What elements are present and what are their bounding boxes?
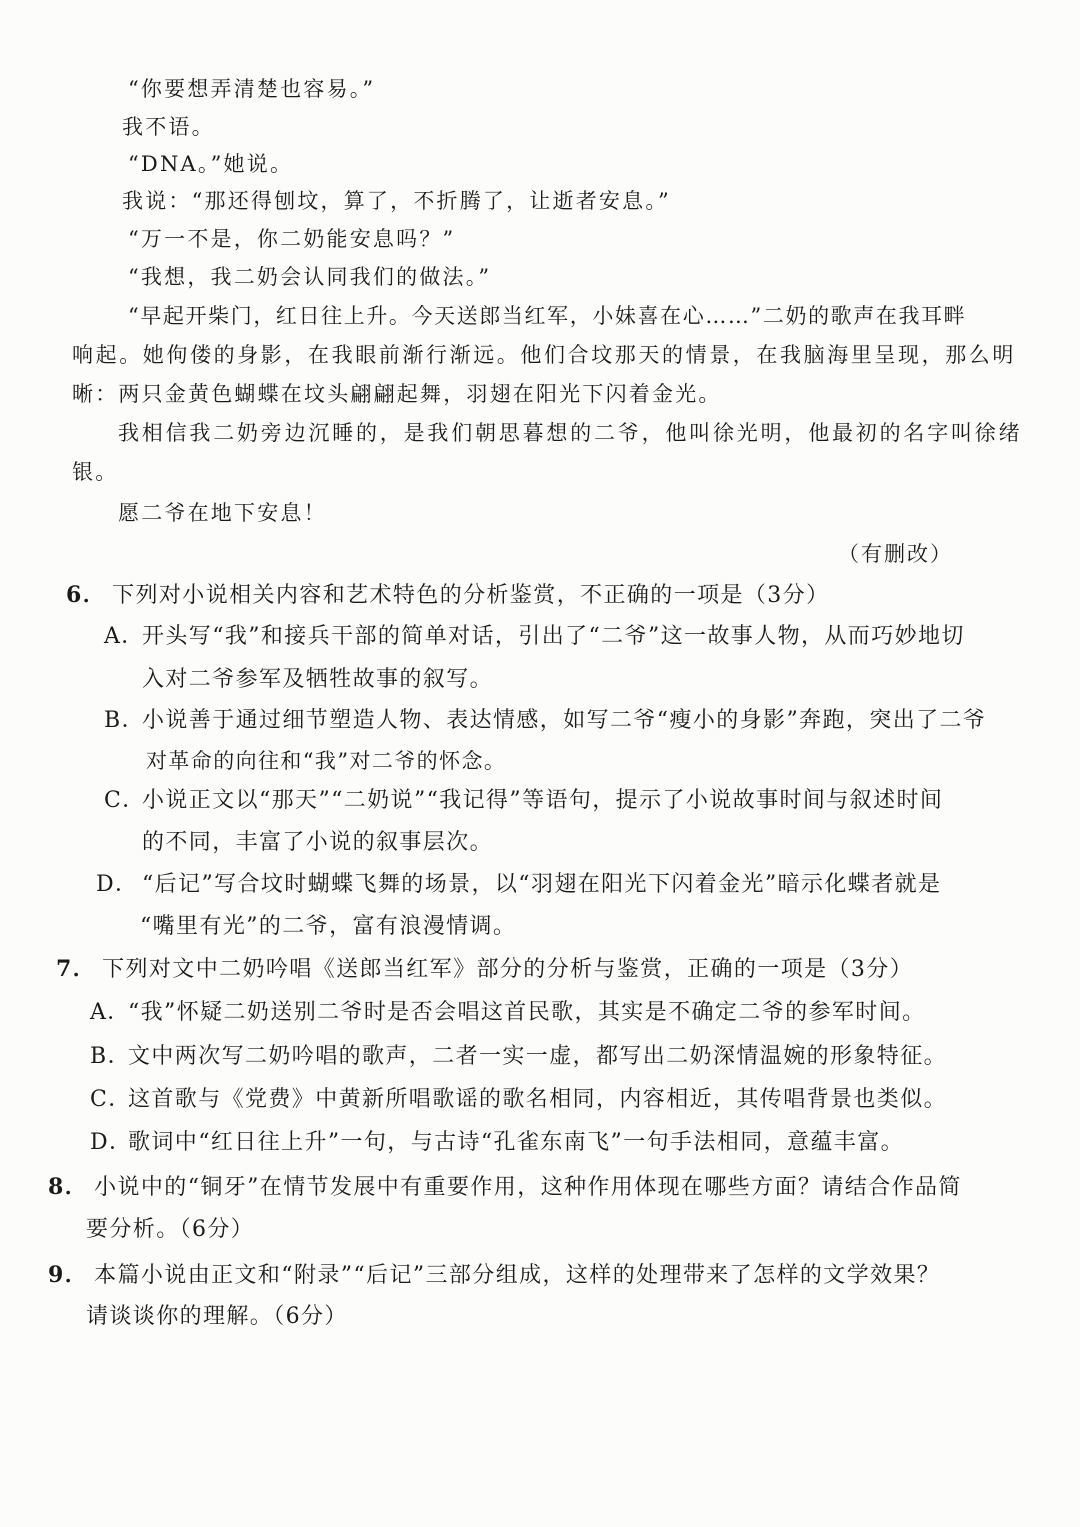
option-continuation: 入对二爷参军及牺牲故事的叙写。	[142, 667, 494, 692]
question-6-stem: 6． 下列对小说相关内容和艺术特色的分析鉴赏，不正确的一项是（3分）	[66, 582, 830, 608]
question-number: 9．	[48, 1262, 89, 1288]
question-9-stem-continuation: 请谈谈你的理解。（6分）	[86, 1304, 348, 1329]
passage-line: “你要想弄清楚也容易。”	[128, 77, 376, 101]
question-8-stem-continuation: 要分析。（6分）	[86, 1217, 255, 1242]
question-6-option-b: B．小说善于通过细节塑造人物、表达情感，如写二爷“瘦小的身影”奔跑，突出了二爷	[104, 708, 987, 733]
question-7-option-a: A．“我”怀疑二奶送别二爷时是否会唱这首民歌，其实是不确定二爷的参军时间。	[90, 1000, 926, 1025]
question-7-option-b: B．文中两次写二奶吟唱的歌声，二者一实一虚，都写出二奶深情温婉的形象特征。	[90, 1044, 948, 1069]
passage-line: 银。	[72, 460, 119, 484]
question-number: 8．	[48, 1174, 89, 1200]
passage-line: “早起开柴门，红日往上升。今天送郎当红军，小妹喜在心……”二奶的歌声在我耳畔	[128, 304, 967, 328]
question-6-option-c: C．小说正文以“那天”“二奶说”“我记得”等语句，提示了小说故事时间与叙述时间	[104, 788, 944, 813]
option-continuation: 的不同，丰富了小说的叙事层次。	[142, 830, 494, 855]
passage-line: “DNA。”她说。	[128, 152, 294, 176]
passage-line: 响起。她佝偻的身影，在我眼前渐行渐远。他们合坟那天的情景，在我脑海里呈现，那么明	[72, 343, 1016, 367]
passage-line: 愿二爷在地下安息！	[118, 501, 327, 525]
question-8-stem: 8． 小说中的“铜牙”在情节发展中有重要作用，这种作用体现在哪些方面？请结合作品简	[48, 1174, 962, 1200]
option-continuation: 对革命的向往和“我”对二爷的怀念。	[146, 749, 507, 773]
question-7-option-c: C．这首歌与《党费》中黄新所唱歌谣的歌名相同，内容相近，其传唱背景也类似。	[90, 1087, 948, 1112]
question-number: 6．	[66, 582, 107, 608]
passage-line: “我想，我二奶会认同我们的做法。”	[128, 265, 492, 289]
passage-line: “万一不是，你二奶能安息吗？”	[128, 227, 456, 251]
question-6-option-d: D． “后记”写合坟时蝴蝶飞舞的场景，以“羽翅在阳光下闪着金光”暗示化蝶者就是	[96, 872, 942, 897]
source-note: （有删改）	[838, 542, 953, 566]
question-7-stem: 7． 下列对文中二奶吟唱《送郎当红军》部分的分析与鉴赏，正确的一项是（3分）	[56, 956, 914, 982]
option-continuation: “嘴里有光”的二爷，富有浪漫情调。	[140, 914, 517, 939]
question-9-stem: 9． 本篇小说由正文和“附录”“后记”三部分组成，这样的处理带来了怎样的文学效果？	[48, 1262, 941, 1288]
passage-line: 我说：“那还得刨坟，算了，不折腾了，让逝者安息。”	[122, 189, 671, 213]
passage-line: 晰：两只金黄色蝴蝶在坟头翩翩起舞，羽翅在阳光下闪着金光。	[72, 382, 722, 406]
question-number: 7．	[56, 956, 97, 982]
question-7-option-d: D．歌词中“红日往上升”一句，与古诗“孔雀东南飞”一句手法相同，意蕴丰富。	[90, 1130, 904, 1155]
passage-line: 我相信我二奶旁边沉睡的，是我们朝思暮想的二爷，他叫徐光明，他最初的名字叫徐绪	[118, 421, 1023, 445]
question-6-option-a: A．开头写“我”和接兵干部的简单对话，引出了“二爷”这一故事人物，从而巧妙地切	[104, 624, 965, 649]
passage-line: 我不语。	[122, 115, 215, 139]
